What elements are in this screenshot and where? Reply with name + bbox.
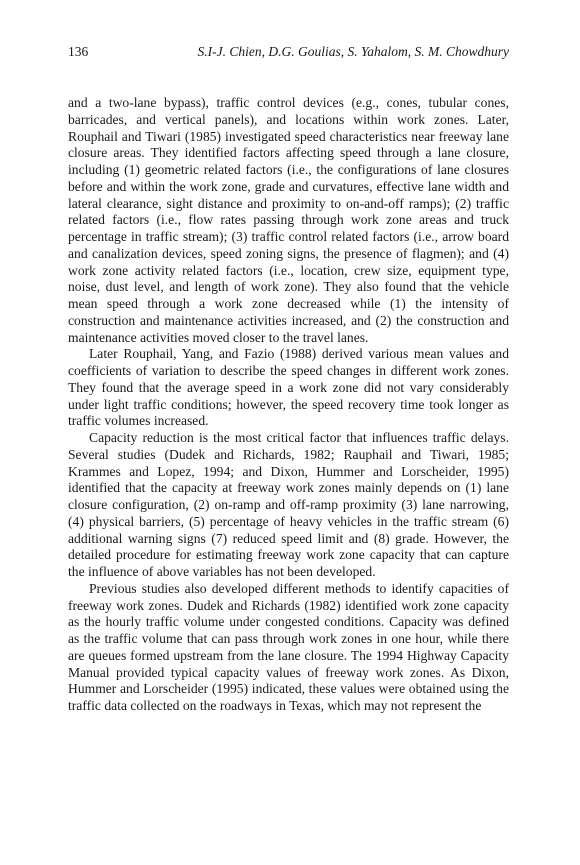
body-text [68,95,509,715]
paragraph-speed-variation: Later Rouphail, Yang, and Fazio (1988) derived various mean values and coefficients of variation to describe the speed changes in different work zones. They found that the average speed in a work zone did not vary considerably under light traffic conditions; however, the speed recovery time took longer as traffic volumes increased. [68,346,509,429]
page-number: 136 [68,44,89,59]
paragraph-capacity-reduction: Capacity reduction is the most critical factor that influences traffic delays. Several studies (Dudek and Richards, 1982; Rauphail and Tiwari, 1985; Krammes and Lopez, 1994; and Dixon, Hummer and Lorscheider, 1995) identified that the capacity at freeway work zones mainly depends on (1) lane closure configuration, (2) on-ramp and off-ramp proximity (3) lane narrowing, (4) physical barriers, (5) percentage of heavy vehicles in the traffic stream (6) additional warning signs (7) reduced speed limit and (8) grade. However, the detailed procedure for estimating freeway work zone capacity that can capture the influence of above variables has not been developed. [68,430,509,579]
paragraph-capacity-methods: Previous studies also developed different methods to identify capacities of freeway work zones. Dudek and Richards (1982) identified work zone capacity as the hourly traffic volume under congested conditions. Capacity was defined as the traffic volume that can pass through work zones in one hour, while there are queues formed upstream from the lane closure. The 1994 Highway Capacity Manual provided typical capacity values of freeway work zones. As Dixon, Hummer and Lorscheider (1995) indicated, these values were obtained using the traffic data collected on the roadways in Texas, which may not represent the [68,580,509,713]
page-header [68,44,509,64]
paragraph-continued: and a two-lane bypass), traffic control devices (e.g., cones, tubular cones, barricades, and vertical panels), and locations within work zones. Later, Rouphail and Tiwari (1985) investigated speed characteristics near freeway lane closure areas. They identified factors affecting speed through a lane closure, including (1) geometric related factors (i.e., the configurations of lane closures before and within the work zone, grade and curvatures, effective lane width and lateral clearance, sight distance and proximity to on-and-off ramps); (2) traffic related factors (i.e., flow rates passing through work zone areas and truck percentage in traffic stream); (3) traffic control related factors (i.e., arrow board and canalization devices, speed zoning signs, the presence of flagmen); and (4) work zone activity related factors (i.e., location, crew size, equipment type, noise, dust level, and length of work zone). They also found that the vehicle mean speed through a work zone decreased while (1) the intensity of construction and maintenance activities increased, and (2) the construction and maintenance activities moved closer to the travel lanes. [68,95,509,345]
running-head-authors: S.I-J. Chien, D.G. Goulias, S. Yahalom, S. M. Chowdhury [197,44,509,59]
